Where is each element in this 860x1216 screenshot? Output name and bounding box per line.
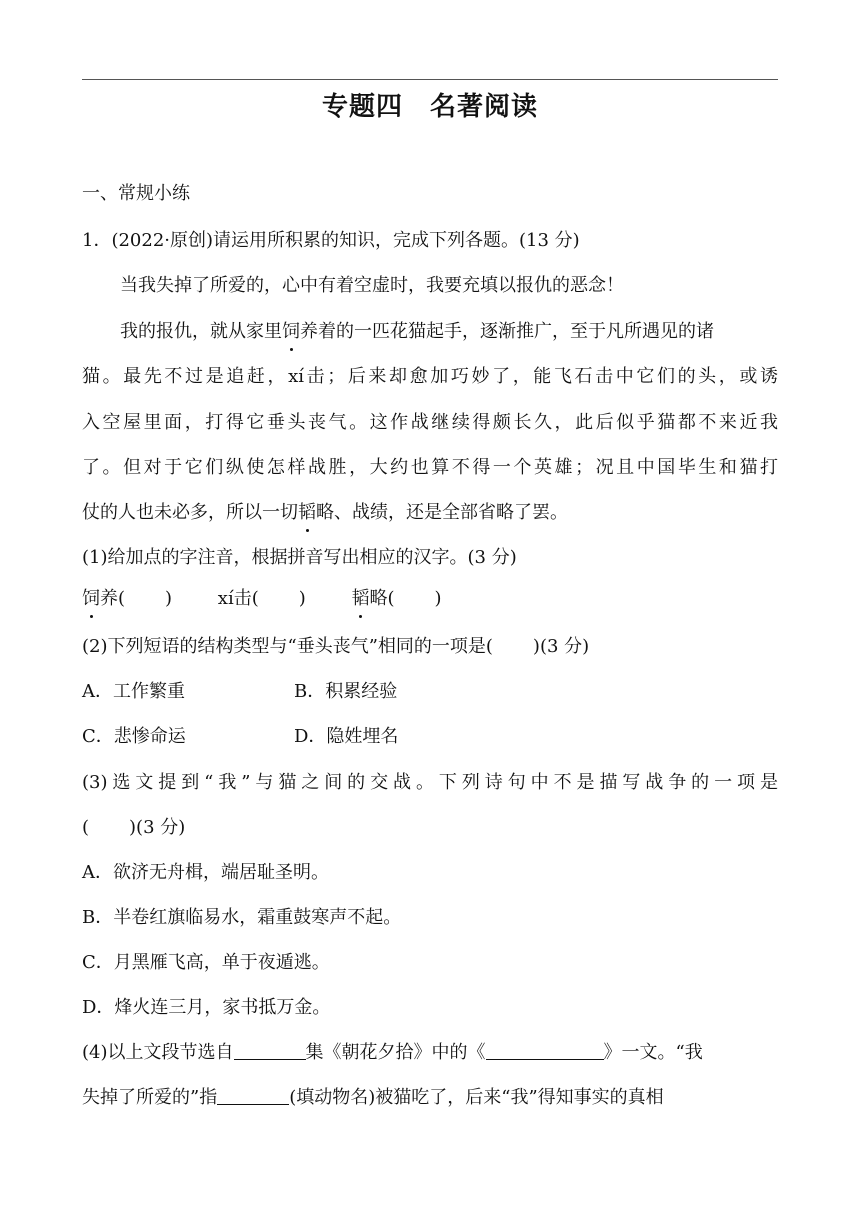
- page-title: 专题四 名著阅读: [321, 92, 538, 122]
- dotted-char: 饲: [82, 586, 100, 612]
- option-c: C．月黑雁飞高，单于夜遁逃。: [82, 952, 330, 973]
- dotted-char: 饲: [282, 319, 300, 345]
- passage-line-3: 猫。最先不过是追赶，xí击；后来却愈加巧妙了，能飞石击中它们的头，或诱: [82, 366, 778, 387]
- fill-blank[interactable]: [217, 1086, 289, 1105]
- passage-line-1: 当我失掉了所爱的，心中有着空虚时，我要充填以报仇的恶念！: [120, 275, 624, 296]
- option-b: B．积累经验: [294, 681, 398, 702]
- passage-line-6: 仗的人也未必多，所以一切韬略、战绩，还是全部省略了罢。: [82, 500, 568, 526]
- options-ab: [82, 679, 397, 705]
- sub-question-2: (2)下列短语的结构类型与“垂头丧气”相同的一项是( )(3 分): [82, 636, 590, 657]
- sub-question-4-line-1: (4)以上文段节选自 集《朝花夕拾》中的《 》一文。“我: [82, 1042, 703, 1063]
- sub-question-4-line-2: 失掉了所爱的”指 (填动物名)被猫吃了，后来“我”得知事实的真相: [82, 1087, 664, 1108]
- header-rule: [82, 79, 778, 80]
- passage-line-2: 我的报仇，就从家里饲养着的一匹花猫起手，逐渐推广，至于凡所遇见的诸: [120, 319, 714, 345]
- dotted-char: 韬: [298, 500, 316, 526]
- question-1-stem: 1．(2022·原创)请运用所积累的知识，完成下列各题。(13 分): [82, 230, 580, 251]
- sub-question-3-tail: ( )(3 分): [82, 817, 186, 838]
- options-cd: [82, 724, 398, 750]
- sub-question-1: (1)给加点的字注音，根据拼音写出相应的汉字。(3 分): [82, 547, 517, 568]
- dotted-char: 韬: [352, 586, 370, 612]
- fill-blank[interactable]: [234, 1041, 306, 1060]
- passage-line-5: 了。但对于它们纵使怎样战胜，大约也算不得一个英雄；况且中国毕生和猫打: [82, 457, 778, 478]
- pinyin-items: 饲养( ) xí击( ) 韬略( ): [82, 586, 442, 612]
- option-d: D．隐姓埋名: [294, 726, 399, 747]
- passage-line-4: 入空屋里面，打得它垂头丧气。这作战继续得颇长久，此后似乎猫都不来近我: [82, 412, 778, 433]
- option-b: B．半卷红旗临易水，霜重鼓寒声不起。: [82, 907, 402, 928]
- fill-blank[interactable]: [486, 1041, 604, 1060]
- section-heading: 一、常规小练: [82, 183, 190, 204]
- sub-question-3: (3)选文提到“我”与猫之间的交战。下列诗句中不是描写战争的一项是: [82, 772, 778, 793]
- option-a: A．欲济无舟楫，端居耻圣明。: [82, 862, 329, 883]
- option-a: A．工作繁重: [82, 681, 185, 702]
- option-c: C．悲惨命运: [82, 726, 186, 747]
- option-d: D．烽火连三月，家书抵万金。: [82, 997, 331, 1018]
